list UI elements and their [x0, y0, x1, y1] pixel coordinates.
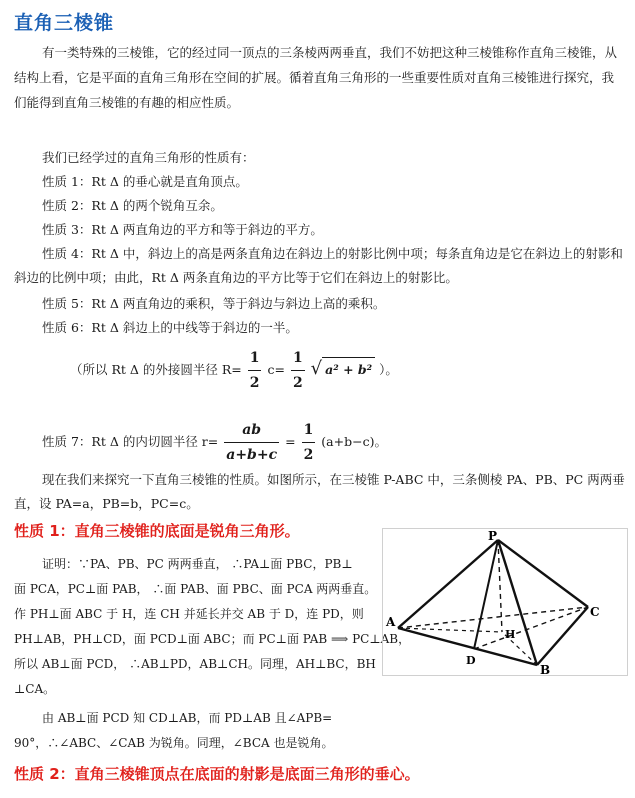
learned-heading: 我们已经学过的直角三角形的性质有：	[42, 150, 255, 165]
red-heading-1: 性质 1：直角三棱锥的底面是锐角三角形。	[14, 522, 300, 540]
prop7-tail: (a+b−c)。	[321, 434, 387, 449]
circum-lead: （所以 Rt Δ 的外接圆半径 R=	[70, 362, 242, 377]
tetrahedron-figure	[382, 528, 628, 676]
frac-den: 2	[249, 375, 260, 391]
label-P: P	[488, 529, 498, 543]
property-7	[42, 418, 635, 467]
prop7-eq: =	[285, 434, 296, 449]
property-6: 性质 6：Rt Δ 斜边上的中线等于斜边的一半。	[42, 320, 298, 335]
label-A: A	[386, 615, 396, 629]
frac-den: 2	[303, 447, 314, 463]
proof-line-2: 面 PCA，PC⊥面 PAB， ∴面 PAB、面 PBC、面 PCA 两两垂直。	[14, 582, 377, 596]
intro-paragraph: 有一类特殊的三棱锥，它的经过同一顶点的三条棱两两垂直，我们不妨把这种三棱锥称作直角三棱锥，从结构上看，它是平面的直角三角形在空间的扩展。循着直角三角形的一些重要性质对直角三棱锥进行探究，我们能得到直角三棱锥的有趣的相应性质。	[14, 45, 618, 110]
label-B: B	[540, 663, 551, 676]
label-H: H	[505, 628, 516, 641]
page-title: 直角三棱锥	[14, 12, 115, 34]
frac-num: 1	[248, 346, 262, 371]
frac-den: 2	[292, 375, 303, 391]
fraction-half-3	[302, 418, 316, 467]
property-2: 性质 2：Rt Δ 的两个锐角互余。	[42, 198, 223, 213]
explore-paragraph: 现在我们来探究一下直角三棱锥的性质。如图所示，在三棱锥 P-ABC 中，三条侧棱 PA、PB、PC 两两垂直，设 PA=a，PB=b，PC=c。	[14, 472, 625, 511]
proof-line-3: 作 PH⊥面 ABC 于 H，连 CH 并延长并交 AB 于 D，连 PD，则	[14, 607, 364, 621]
proof-line-1: 证明：∵PA、PB、PC 两两垂直， ∴PA⊥面 PBC，PB⊥	[42, 557, 353, 571]
proof-line-4: PH⊥AB，PH⊥CD，面 PCD⊥面 ABC；而 PC⊥面 PAB ⟹ PC⊥AB，	[14, 632, 411, 646]
prop7-lead: 性质 7：Rt Δ 的内切圆半径 r=	[42, 434, 219, 449]
edge-PD	[474, 540, 498, 649]
proof-line-5: 所以 AB⊥面 PCD， ∴AB⊥PD，AB⊥CH。同理，AH⊥BC，BH	[14, 657, 376, 671]
circum-mid: c=	[267, 362, 285, 377]
figure-border	[383, 529, 628, 676]
proof-line-7: 由 AB⊥面 PCD 知 CD⊥AB，而 PD⊥AB 且∠APB=	[42, 711, 333, 725]
edge-PA	[398, 540, 498, 628]
frac-num: 1	[291, 346, 305, 371]
red-heading-2: 性质 2：直角三棱锥顶点在底面的射影是底面三角形的垂心。	[14, 765, 420, 783]
label-C: C	[590, 605, 600, 619]
circum-tail: ）。	[379, 362, 398, 377]
fraction-half-2	[291, 346, 305, 395]
property-4: 性质 4：Rt Δ 中，斜边上的高是两条直角边在斜边上的射影比例中项；每条直角边是它在斜边上的射影和斜边的比例中项；由此，Rt Δ 两条直角边的平方比等于它们在斜边上的射影比。	[14, 246, 623, 285]
sqrt-radicand: a² + b²	[322, 357, 375, 382]
circumradius-formula	[70, 346, 635, 395]
frac-num: ab	[224, 418, 279, 443]
frac-num: 1	[302, 418, 316, 443]
proof-line-8: 90°，∴∠ABC、∠CAB 为锐角。同理，∠BCA 也是锐角。	[14, 736, 334, 750]
fraction-inradius	[224, 418, 279, 467]
property-5: 性质 5：Rt Δ 两直角边的乘积，等于斜边与斜边上高的乘积。	[42, 296, 386, 311]
sqrt-sign: √	[310, 358, 323, 379]
proof-line-6: ⊥CA。	[14, 682, 56, 696]
frac-den: a+b+c	[226, 447, 278, 463]
property-1: 性质 1：Rt Δ 的垂心就是直角顶点。	[42, 174, 248, 189]
edge-PC	[498, 540, 588, 607]
fraction-half-1	[248, 346, 262, 395]
property-3: 性质 3：Rt Δ 两直角边的平方和等于斜边的平方。	[42, 222, 323, 237]
label-D: D	[466, 654, 476, 667]
